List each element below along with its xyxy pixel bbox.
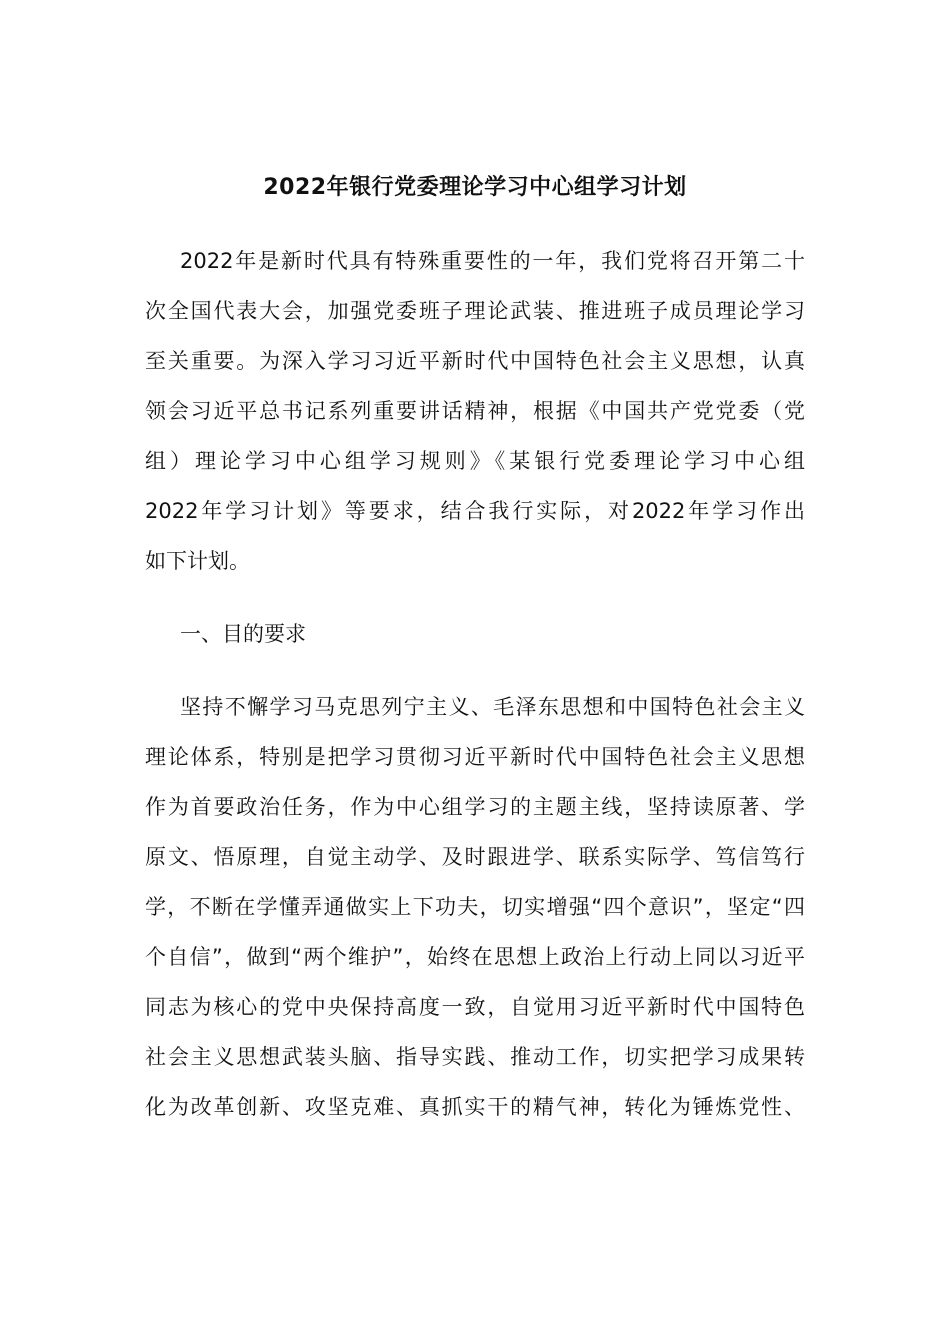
- paragraph2-line: 个自信”，做到“两个维护”，始终在思想上政治上行动上同以习近平: [145, 945, 805, 969]
- paragraph1-line: 2022年是新时代具有特殊重要性的一年，我们党将召开第二十: [180, 249, 805, 273]
- section-heading: 一、目的要求: [180, 622, 306, 646]
- paragraph2-line: 坚持不懈学习马克思列宁主义、毛泽东思想和中国特色社会主义: [180, 695, 805, 719]
- paragraph1-line: 次全国代表大会，加强党委班子理论武装、推进班子成员理论学习: [145, 299, 805, 323]
- paragraph1-line: 如下计划。: [145, 549, 250, 573]
- paragraph2-line: 化为改革创新、攻坚克难、真抓实干的精气神，转化为锤炼党性、: [145, 1095, 805, 1119]
- paragraph1-line: 领会习近平总书记系列重要讲话精神，根据《中国共产党党委（党: [145, 399, 805, 423]
- paragraph2-line: 学，不断在学懂弄通做实上下功夫，切实增强“四个意识”，坚定“四: [145, 895, 805, 919]
- paragraph2-line: 社会主义思想武装头脑、指导实践、推动工作，切实把学习成果转: [145, 1045, 805, 1069]
- document-title: 2022年银行党委理论学习中心组学习计划: [263, 175, 687, 200]
- paragraph2-line: 同志为核心的党中央保持高度一致，自觉用习近平新时代中国特色: [145, 995, 805, 1019]
- paragraph1-line: 至关重要。为深入学习习近平新时代中国特色社会主义思想，认真: [145, 349, 805, 373]
- paragraph1-line: 组）理论学习中心组学习规则》《某银行党委理论学习中心组: [145, 449, 805, 473]
- paragraph2-line: 理论体系，特别是把学习贯彻习近平新时代中国特色社会主义思想: [145, 745, 805, 769]
- paragraph2-line: 作为首要政治任务，作为中心组学习的主题主线，坚持读原著、学: [145, 795, 805, 819]
- paragraph1-line: 2022年学习计划》等要求，结合我行实际，对2022年学习作出: [145, 499, 805, 523]
- paragraph2-line: 原文、悟原理，自觉主动学、及时跟进学、联系实际学、笃信笃行: [145, 845, 805, 869]
